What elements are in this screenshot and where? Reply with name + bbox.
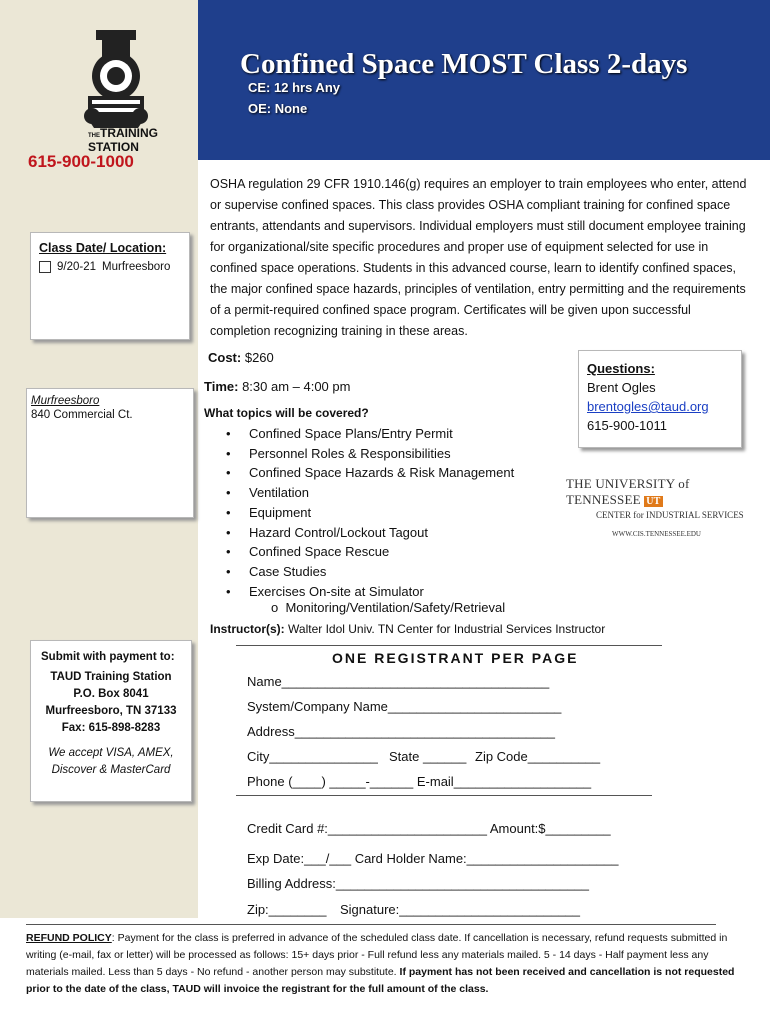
class-city: Murfreesboro [102, 261, 171, 273]
refund-text: : Payment for the class is preferred in advance of the scheduled class date. If cancellation is necessary, refund requests submitted in writing (e-mail, fax or letter) will be processed as follows: 15+ days prior - Full refund less any materials mailed. 5 - 14 days - Half payment less any materials mailed. Less than 5 days - No refund - another person may substitute. [26, 932, 728, 978]
ut-badge: UT [646, 496, 661, 507]
topic-item: • Case Studies [226, 562, 514, 582]
class-date-box [30, 232, 190, 340]
topics-list [226, 424, 514, 601]
topic-item: • Hazard Control/Lockout Tagout [226, 523, 514, 543]
phone-email-field[interactable]: Phone (____) _____-______ E-mail___________________ [247, 774, 592, 789]
location-box [26, 388, 194, 518]
address-field[interactable]: Address____________________________________ [247, 724, 555, 739]
class-date-heading: Class Date/ Location: [39, 241, 167, 255]
city-field[interactable]: City_______________ [247, 749, 378, 764]
instructor-value: Walter Idol Univ. TN Center for Industrial Services Instructor [288, 622, 606, 636]
ut-wordmark: THE UNIVERSITY of TENNESSEE UT [566, 476, 690, 507]
contact-phone: 615-900-1011 [587, 418, 667, 433]
state-field[interactable]: State ______ [389, 749, 467, 764]
cost-label: Cost: [208, 350, 242, 365]
questions-heading: Questions: [587, 361, 655, 376]
name-field[interactable]: Name_____________________________________ [247, 674, 550, 689]
form-heading: ONE REGISTRANT PER PAGE [332, 650, 579, 666]
divider [236, 795, 652, 796]
topic-item: • Confined Space Rescue [226, 542, 514, 562]
contact-name: Brent Ogles [587, 380, 656, 395]
time-label: Time: [204, 379, 239, 394]
class-date-checkbox[interactable] [39, 261, 51, 273]
payment-address: TAUD Training Station P.O. Box 8041 Murfreesboro, TN 37133 Fax: 615-898-8283 [45, 671, 177, 734]
payment-heading: Submit with payment to: [41, 651, 175, 663]
topic-item: • Confined Space Hazards & Risk Management [226, 463, 514, 483]
page-title: Confined Space MOST Class 2-days [240, 48, 688, 80]
course-description: OSHA regulation 29 CFR 1910.146(g) requires an employer to train employees who enter, attend or supervise confined spaces. This class provides OSHA compliant training for confined space entrants, attendants and supervisors. Individual employers must still document employee training for organizational/site specific procedures and proper use of equipment selected for use in confined space operations. Students in this advanced course, learn to identify confined spaces, the major confined space hazards, principles of ventilation, entry permitting and the requirements of a permit-required confined space program. Certificates will be given upon successful completion recognizing training in these areas. [210, 177, 747, 338]
questions-box [578, 350, 742, 448]
topic-item: • Equipment [226, 503, 514, 523]
topics-heading: What topics will be covered? [204, 406, 369, 420]
refund-policy [26, 930, 746, 998]
contact-email-link[interactable]: brentogles@taud.org [587, 399, 709, 414]
ce-hours: CE: 12 hrs Any [248, 80, 340, 95]
zip-field[interactable]: Zip Code__________ [475, 749, 601, 764]
card-expiry-field[interactable]: Exp Date:___/___ Card Holder Name:_____________________ [247, 851, 619, 866]
subitem-text: Monitoring/Ventilation/Safety/Retrieval [285, 600, 506, 615]
signature-field[interactable]: Signature:_________________________ [340, 902, 581, 917]
accepted-cards: We accept VISA, AMEX, Discover & MasterCard [48, 747, 174, 776]
billing-address-field[interactable]: Billing Address:___________________________________ [247, 876, 589, 891]
ut-logo [566, 476, 746, 538]
subitem-marker: o [271, 600, 279, 615]
logo-wordmark: THETRAINING STATION [88, 126, 158, 154]
credit-card-field[interactable]: Credit Card #:______________________ Amount:$_________ [247, 821, 611, 836]
topic-item: • Ventilation [226, 483, 514, 503]
refund-bold-text: If payment has not been received and cancellation is not requested prior to the date of the class, TAUD will invoice the registrant for the full amount of the class. [26, 966, 735, 995]
topic-item: • Confined Space Plans/Entry Permit [226, 424, 514, 444]
instructor-label: Instructor(s): [210, 622, 285, 636]
ut-center-name: CENTER for INDUSTRIAL SERVICES [596, 510, 744, 520]
time-line [204, 379, 350, 394]
oe-hours: OE: None [248, 101, 308, 116]
main-phone: 615-900-1000 [28, 152, 134, 171]
divider [236, 645, 662, 646]
class-date: 9/20-21 [57, 261, 97, 273]
billing-zip-field[interactable]: Zip:________ [247, 902, 327, 917]
location-city: Murfreesboro [31, 395, 100, 407]
location-address: 840 Commercial Ct. [31, 409, 133, 421]
topic-item: • Exercises On-site at Simulator [226, 582, 514, 602]
class-date-option[interactable] [39, 261, 189, 273]
instructor-line [210, 622, 605, 636]
topic-subitem [271, 600, 505, 615]
refund-label: REFUND POLICY [26, 932, 112, 944]
topic-item: • Personnel Roles & Responsibilities [226, 444, 514, 464]
time-value: 8:30 am – 4:00 pm [242, 379, 351, 394]
company-field[interactable]: System/Company Name________________________ [247, 699, 562, 714]
ut-url: WWW.CIS.TENNESSEE.EDU [612, 530, 701, 538]
divider [26, 924, 716, 925]
cost-line [208, 350, 274, 365]
payment-box [30, 640, 192, 802]
cost-value: $260 [244, 350, 274, 365]
